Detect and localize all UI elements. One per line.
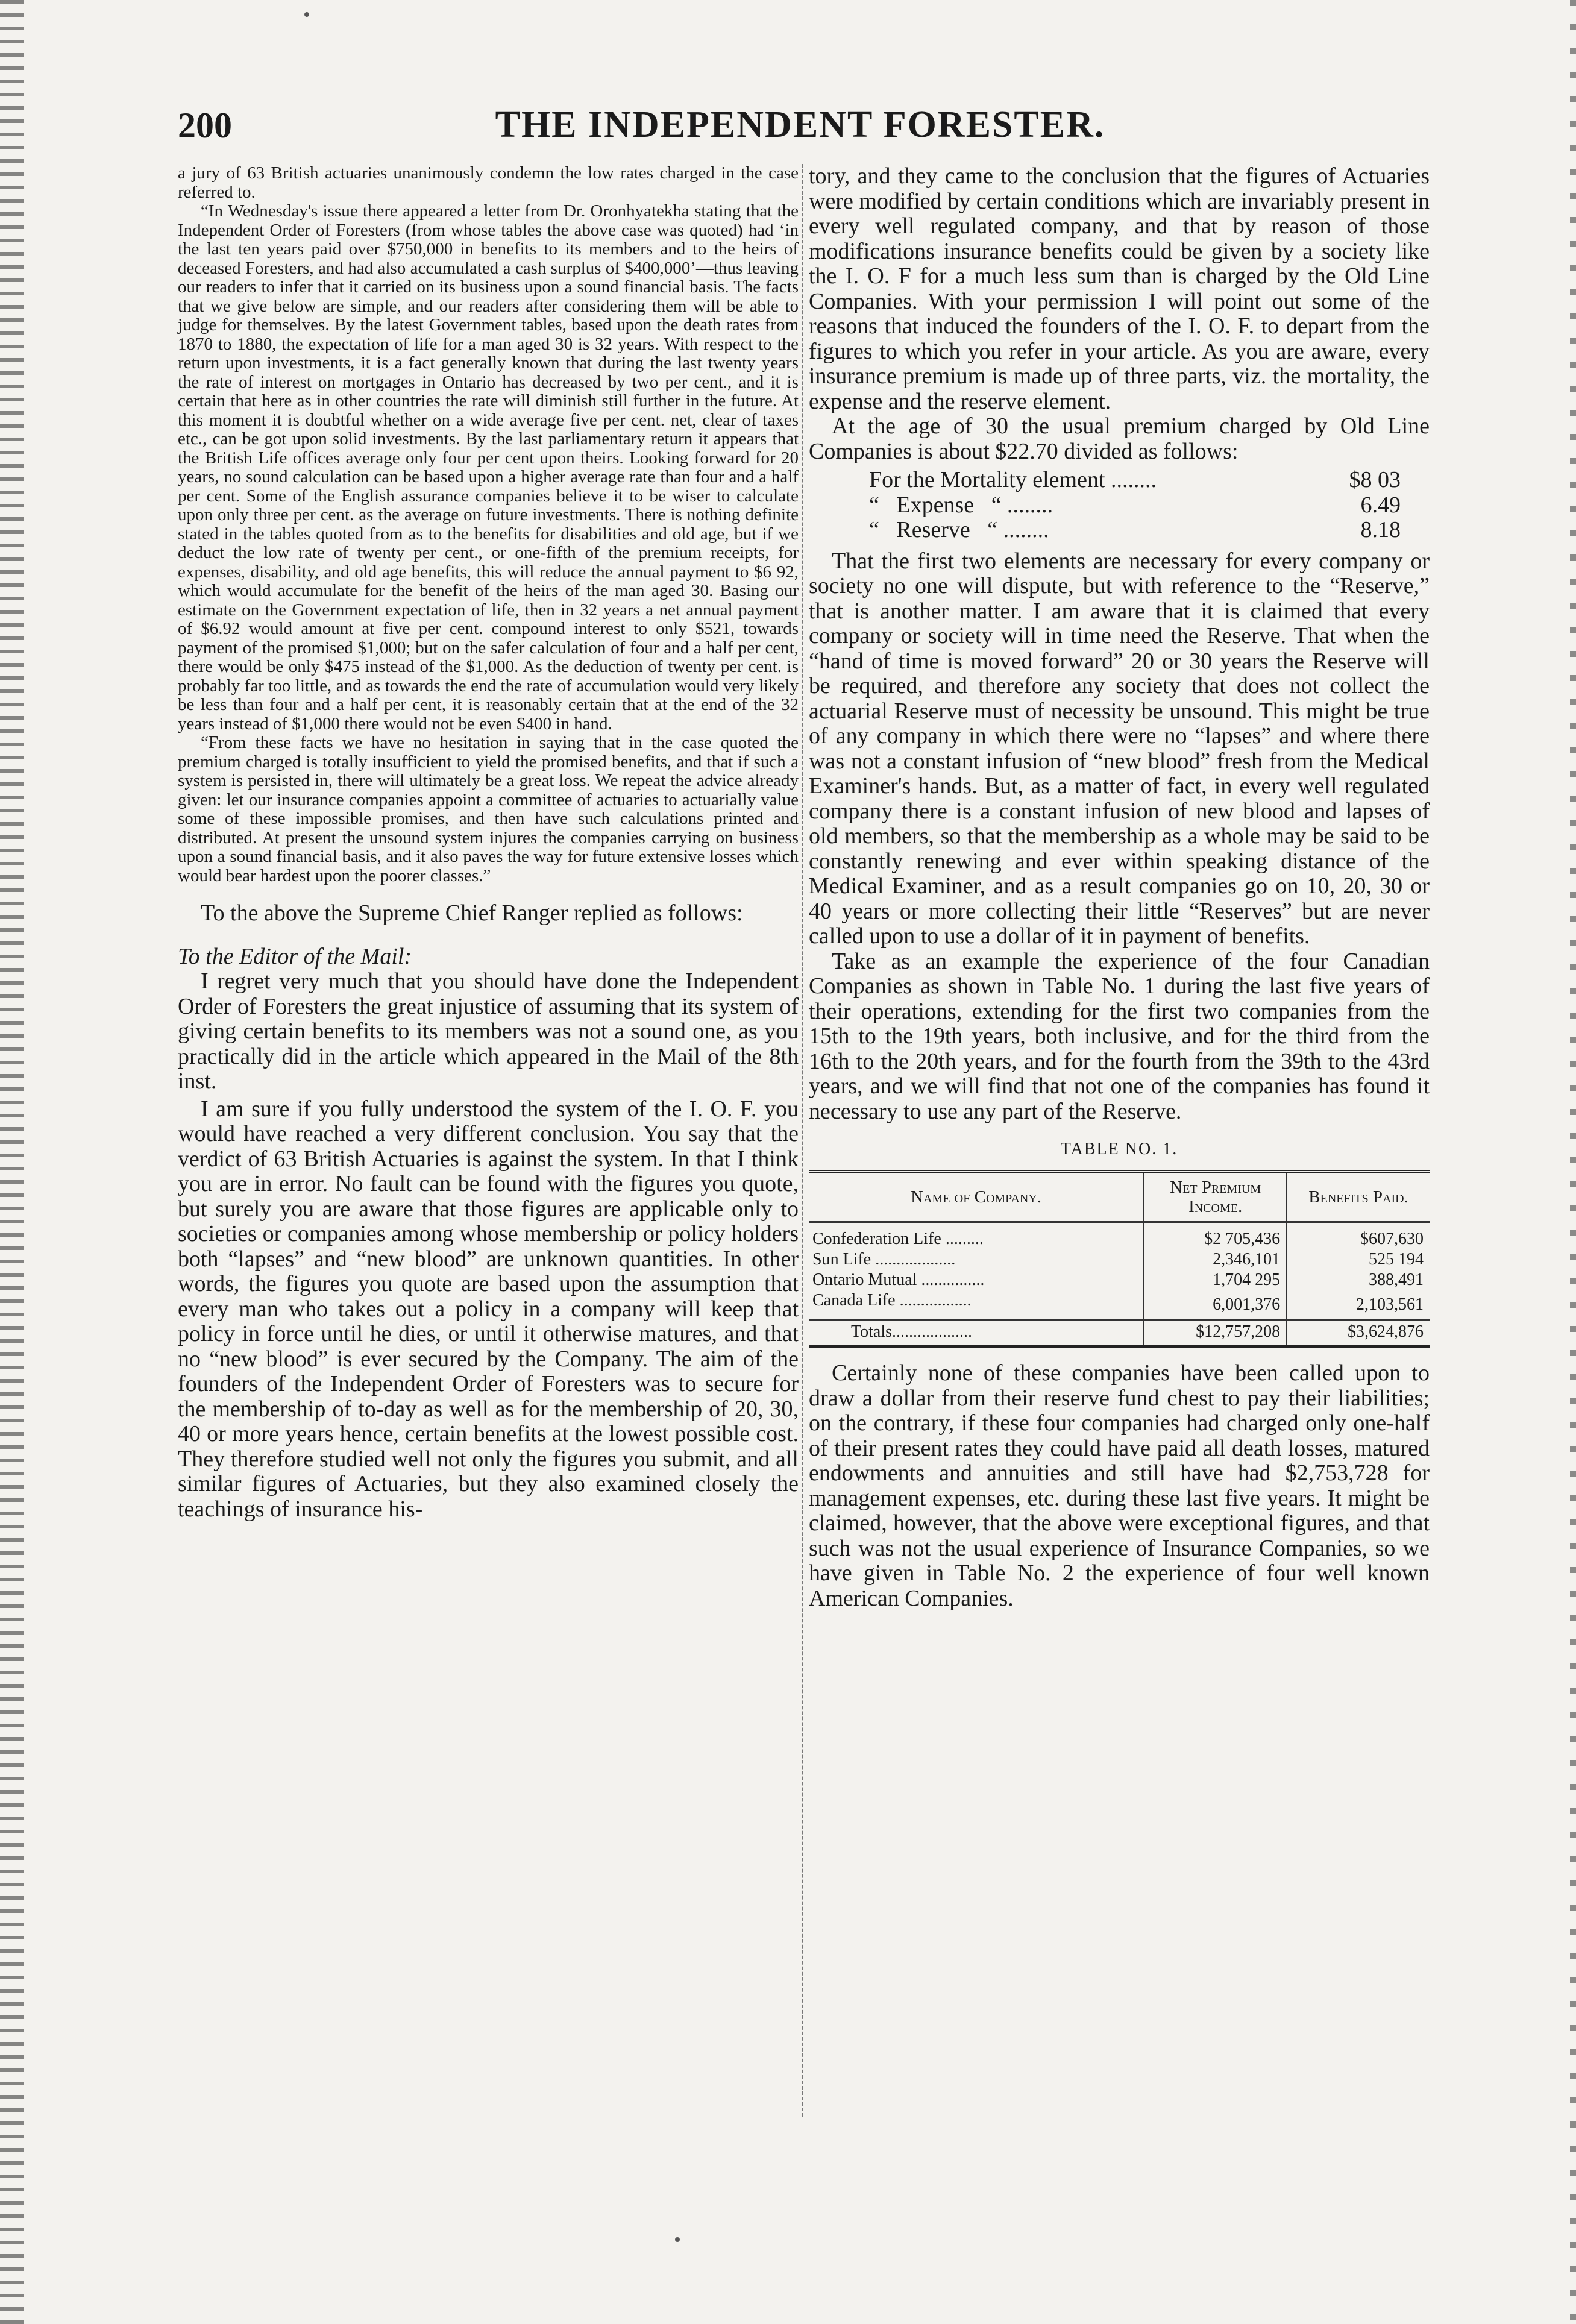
premium-label: “ Expense “: [869, 492, 1002, 518]
company-name: Confederation Life: [812, 1230, 941, 1248]
dot-leader: ........: [1006, 492, 1053, 518]
scan-speck: [675, 2237, 680, 2242]
left-column: [178, 164, 799, 1522]
premium-label: For the Mortality element: [869, 467, 1105, 492]
letter-paragraph: I am sure if you fully understood the system of the I. O. F. you would have reached a very different conclusion. You say that the verdict of 63 British Actuaries is against the system. In that I think you are in error. No fault can be found with the figures you quote, but surely you are aware that those figures are applicable only to societies or companies among whose membership or policy holders both “lapses” and “new blood” are unknown quantities. In other words, the figures you quote are based upon the assumption that every man who takes out a policy in a company will keep that policy in force until he dies, or until it otherwise matures, and that no “new blood” is ever secured by the Company. The aim of the founders of the Independent Order of Foresters was to secure for the membership of to-day as well as for the membership of 20, 30, 40 or more years hence, certain benefits at the lowest possible cost. They therefore studied well not only the figures you submit, and all similar figures of Actuaries, but they also examined closely the teachings of insurance his-: [178, 1096, 799, 1522]
scan-edge-right: [1570, 0, 1576, 2324]
column-header: Net Premium Income.: [1144, 1173, 1287, 1222]
page-header: [178, 101, 1422, 149]
premium-row: [809, 493, 1430, 518]
company-name: Ontario Mutual: [812, 1270, 917, 1289]
letter-paragraph: I regret very much that you should have done the Independent Order of Foresters the great injustice of assuming that its system of giving certain benefits to its members was not a sound one, as you practically did in the article which appeared in the Mail of the 8th inst.: [178, 969, 799, 1094]
table-row: [809, 1290, 1430, 1320]
body-paragraph: tory, and they came to the conclusion that the figures of Actuaries were modified by certain conditions which are invariably present in every well regulated company, and that by reason of those modifications insurance benefits could be given by a society like the I. O. F for a much less sum than is charged by the Old Line Companies. With your permission I will point out some of the reasons that induced the founders of the I. O. F. to depart from the figures to which you refer in your article. As you are aware, every insurance premium is made up of three parts, viz. the mortality, the expense and the reserve element.: [809, 163, 1430, 414]
letter-salutation: To the Editor of the Mail:: [178, 943, 412, 969]
body-paragraph: That the first two elements are necessary for every company or society no one will dispute, but with reference to the “Reserve,” that is another matter. I am aware that it is claimed that every company or society will in time need the Reserve. That when the “hand of time is moved forward” 20 or 30 years the Reserve will be required, and therefore any society that does not collect the actuarial Reserve must of necessity be unsound. This might be true of any company in which there were no “lapses” and where there was not a constant infusion of “new blood” fresh from the Medical Examiner's hands. But, as a matter of fact, in every well regulated company there is a constant infusion of new blood and lapses of old members, so that the membership as a whole may be said to be constantly renewing and ever within speaking distance of the Medical Examiner, and as a result companies go on 10, 20, 30 or 40 years or more collecting their little “Reserves” but are never called upon to use a dollar of it in payment of benefits.: [809, 548, 1430, 949]
table-row: [809, 1270, 1430, 1290]
dot-leader: ...............: [921, 1270, 985, 1289]
quote-paragraph: “From these facts we have no hesitation in saying that in the case quoted the premium charged is totally insufficient to yield the promised benefits, and that if such a system is persisted in, there will ultimately be a great loss. We repeat the advice already given: let our insurance companies appoint a committee of actuaries to actuarially value some of these impossible promises, and then have such calculations printed and distributed. At present the unsound system injures the companies carrying on business upon a sound financial basis, and it also paves the way for future extensive losses which would bear hardest upon the poorer classes.”: [178, 733, 799, 885]
table-row: [809, 1249, 1430, 1270]
company-name: Canada Life: [812, 1291, 896, 1310]
premium-breakdown: [809, 468, 1430, 543]
company-name: Sun Life: [812, 1250, 871, 1269]
body-paragraph: At the age of 30 the usual premium charged by Old Line Companies is about $22.70 divided as follows:: [809, 413, 1430, 464]
quote-paragraph: a jury of 63 British actuaries unanimously condemn the low rates charged in the case referred to.: [178, 163, 799, 202]
premium-row: [809, 468, 1430, 493]
premium-row: [809, 518, 1430, 543]
body-paragraph: Certainly none of these companies have been called upon to draw a dollar from their reserve fund chest to pay their liabilities; on the contrary, if these four companies had charged only one-half of their present rates they could have paid all death losses, matured endowments and annuities and still have had $2,753,728 for management expenses, etc. during these last five years. It might be claimed, however, that the above were exceptional figures, and that such was not the usual experience of Insurance Companies, so we have given in Table No. 2 the experience of four well known American Companies.: [809, 1360, 1430, 1611]
column-header: Benefits Paid.: [1287, 1173, 1430, 1222]
dot-leader: ...................: [875, 1250, 956, 1269]
right-column: [809, 164, 1430, 1611]
table-header-row: [809, 1173, 1430, 1222]
premium-value: $8 03: [1349, 467, 1401, 492]
scan-speck: [304, 12, 309, 17]
totals-label: Totals: [851, 1322, 893, 1341]
dot-leader: .........: [945, 1230, 984, 1248]
premium-cell: $2 705,436: [1144, 1222, 1287, 1250]
quote-paragraph: “In Wednesday's issue there appeared a letter from Dr. Oronhyatekha stating that the Independent Order of Foresters (from whose tables the above case was quoted) had ‘in the last ten years paid over $750,000 in benefits to its members and to the heirs of deceased Foresters, and had also accumulated a cash surplus of $400,000’—thus leaving our readers to infer that it carried on its business upon a sound financial basis. The facts that we give below are simple, and our readers after considering them will be able to judge for themselves. By the latest Government tables, based upon the death rates from 1870 to 1880, the expectation of life for a man aged 30 is 32 years. With respect to the return upon investments, it is a fact generally known that during the last twenty years the rate of interest on mortgages in Ontario has decreased by two per cent., and it is certain that here as in other countries the rate will diminish still further in the future. At this moment it is doubtful whether on a wide average five per cent. net, clear of taxes etc., can be got upon solid investments. By the last parliamentary return it appears that the British Life offices average only four per cent upon theirs. Looking forward for 20 years, no sound calculation can be based upon a higher average rate than four and a half per cent. Some of the English assurance companies believe it to be wiser to calculate upon only three per cent. as the average on future investments. There is nothing definite stated in the tables quoted from as to the benefits for disabilities and old age, but if we deduct the low rate of twenty per cent., or one-fifth of the premium receipts, for expenses, disability, and old age benefits, this will reduce the annual payment to $6 92, which would accumulate for the benefit of the heirs of the man aged 30. Basing our estimate on the Government expectation of life, then in 32 years a net annual payment of $6.92 would amount at five per cent. compound interest to only $521, towards payment of the promised $1,000; but on the safer calculation of four and a half per cent, there would be only $475 instead of the $1,000. As the deduction of twenty per cent. is probably far too little, and as towards the end the rate of accumulation would very likely be less than four and a half per cent, it is reasonably certain that at the end of the 32 years instead of $1,000 there would not be even $400 in hand.: [178, 201, 799, 733]
benefits-cell: $607,630: [1287, 1222, 1430, 1250]
companies-table: [809, 1170, 1430, 1348]
column-header: Name of Company.: [809, 1173, 1144, 1222]
premium-total: $12,757,208: [1144, 1320, 1287, 1345]
premium-value: 8.18: [1360, 517, 1401, 542]
table-caption: TABLE NO. 1.: [1060, 1140, 1178, 1158]
premium-label: “ Reserve “: [869, 517, 998, 542]
scan-edge-left: [0, 0, 24, 2324]
premium-value: 6.49: [1360, 492, 1401, 518]
benefits-cell: 2,103,561: [1287, 1290, 1430, 1320]
benefits-total: $3,624,876: [1287, 1320, 1430, 1345]
dot-leader: ........: [1111, 467, 1157, 492]
dot-leader: ........: [1003, 517, 1049, 542]
premium-cell: 6,001,376: [1144, 1290, 1287, 1320]
column-divider: [802, 164, 803, 2117]
premium-cell: 1,704 295: [1144, 1270, 1287, 1290]
benefits-cell: 388,491: [1287, 1270, 1430, 1290]
dot-leader: .................: [899, 1291, 972, 1310]
benefits-cell: 525 194: [1287, 1249, 1430, 1270]
premium-cell: 2,346,101: [1144, 1249, 1287, 1270]
body-paragraph: Take as an example the experience of the four Canadian Companies as shown in Table No. 1 during the last five years of their operations, extending for the first two companies from the 15th to the 19th years, both inclusive, and for the third from the 16th to the 20th years, and for the fourth from the 39th to the 43rd years, and we will find that not one of the companies has found it necessary to use any part of the Reserve.: [809, 948, 1430, 1124]
totals-row: [809, 1320, 1430, 1345]
dot-leader: ...................: [892, 1322, 973, 1341]
reply-intro: To the above the Supreme Chief Ranger replied as follows:: [201, 900, 743, 926]
page-number: 200: [178, 105, 232, 145]
table-row: [809, 1222, 1430, 1250]
page-title: THE INDEPENDENT FORESTER.: [495, 104, 1105, 145]
